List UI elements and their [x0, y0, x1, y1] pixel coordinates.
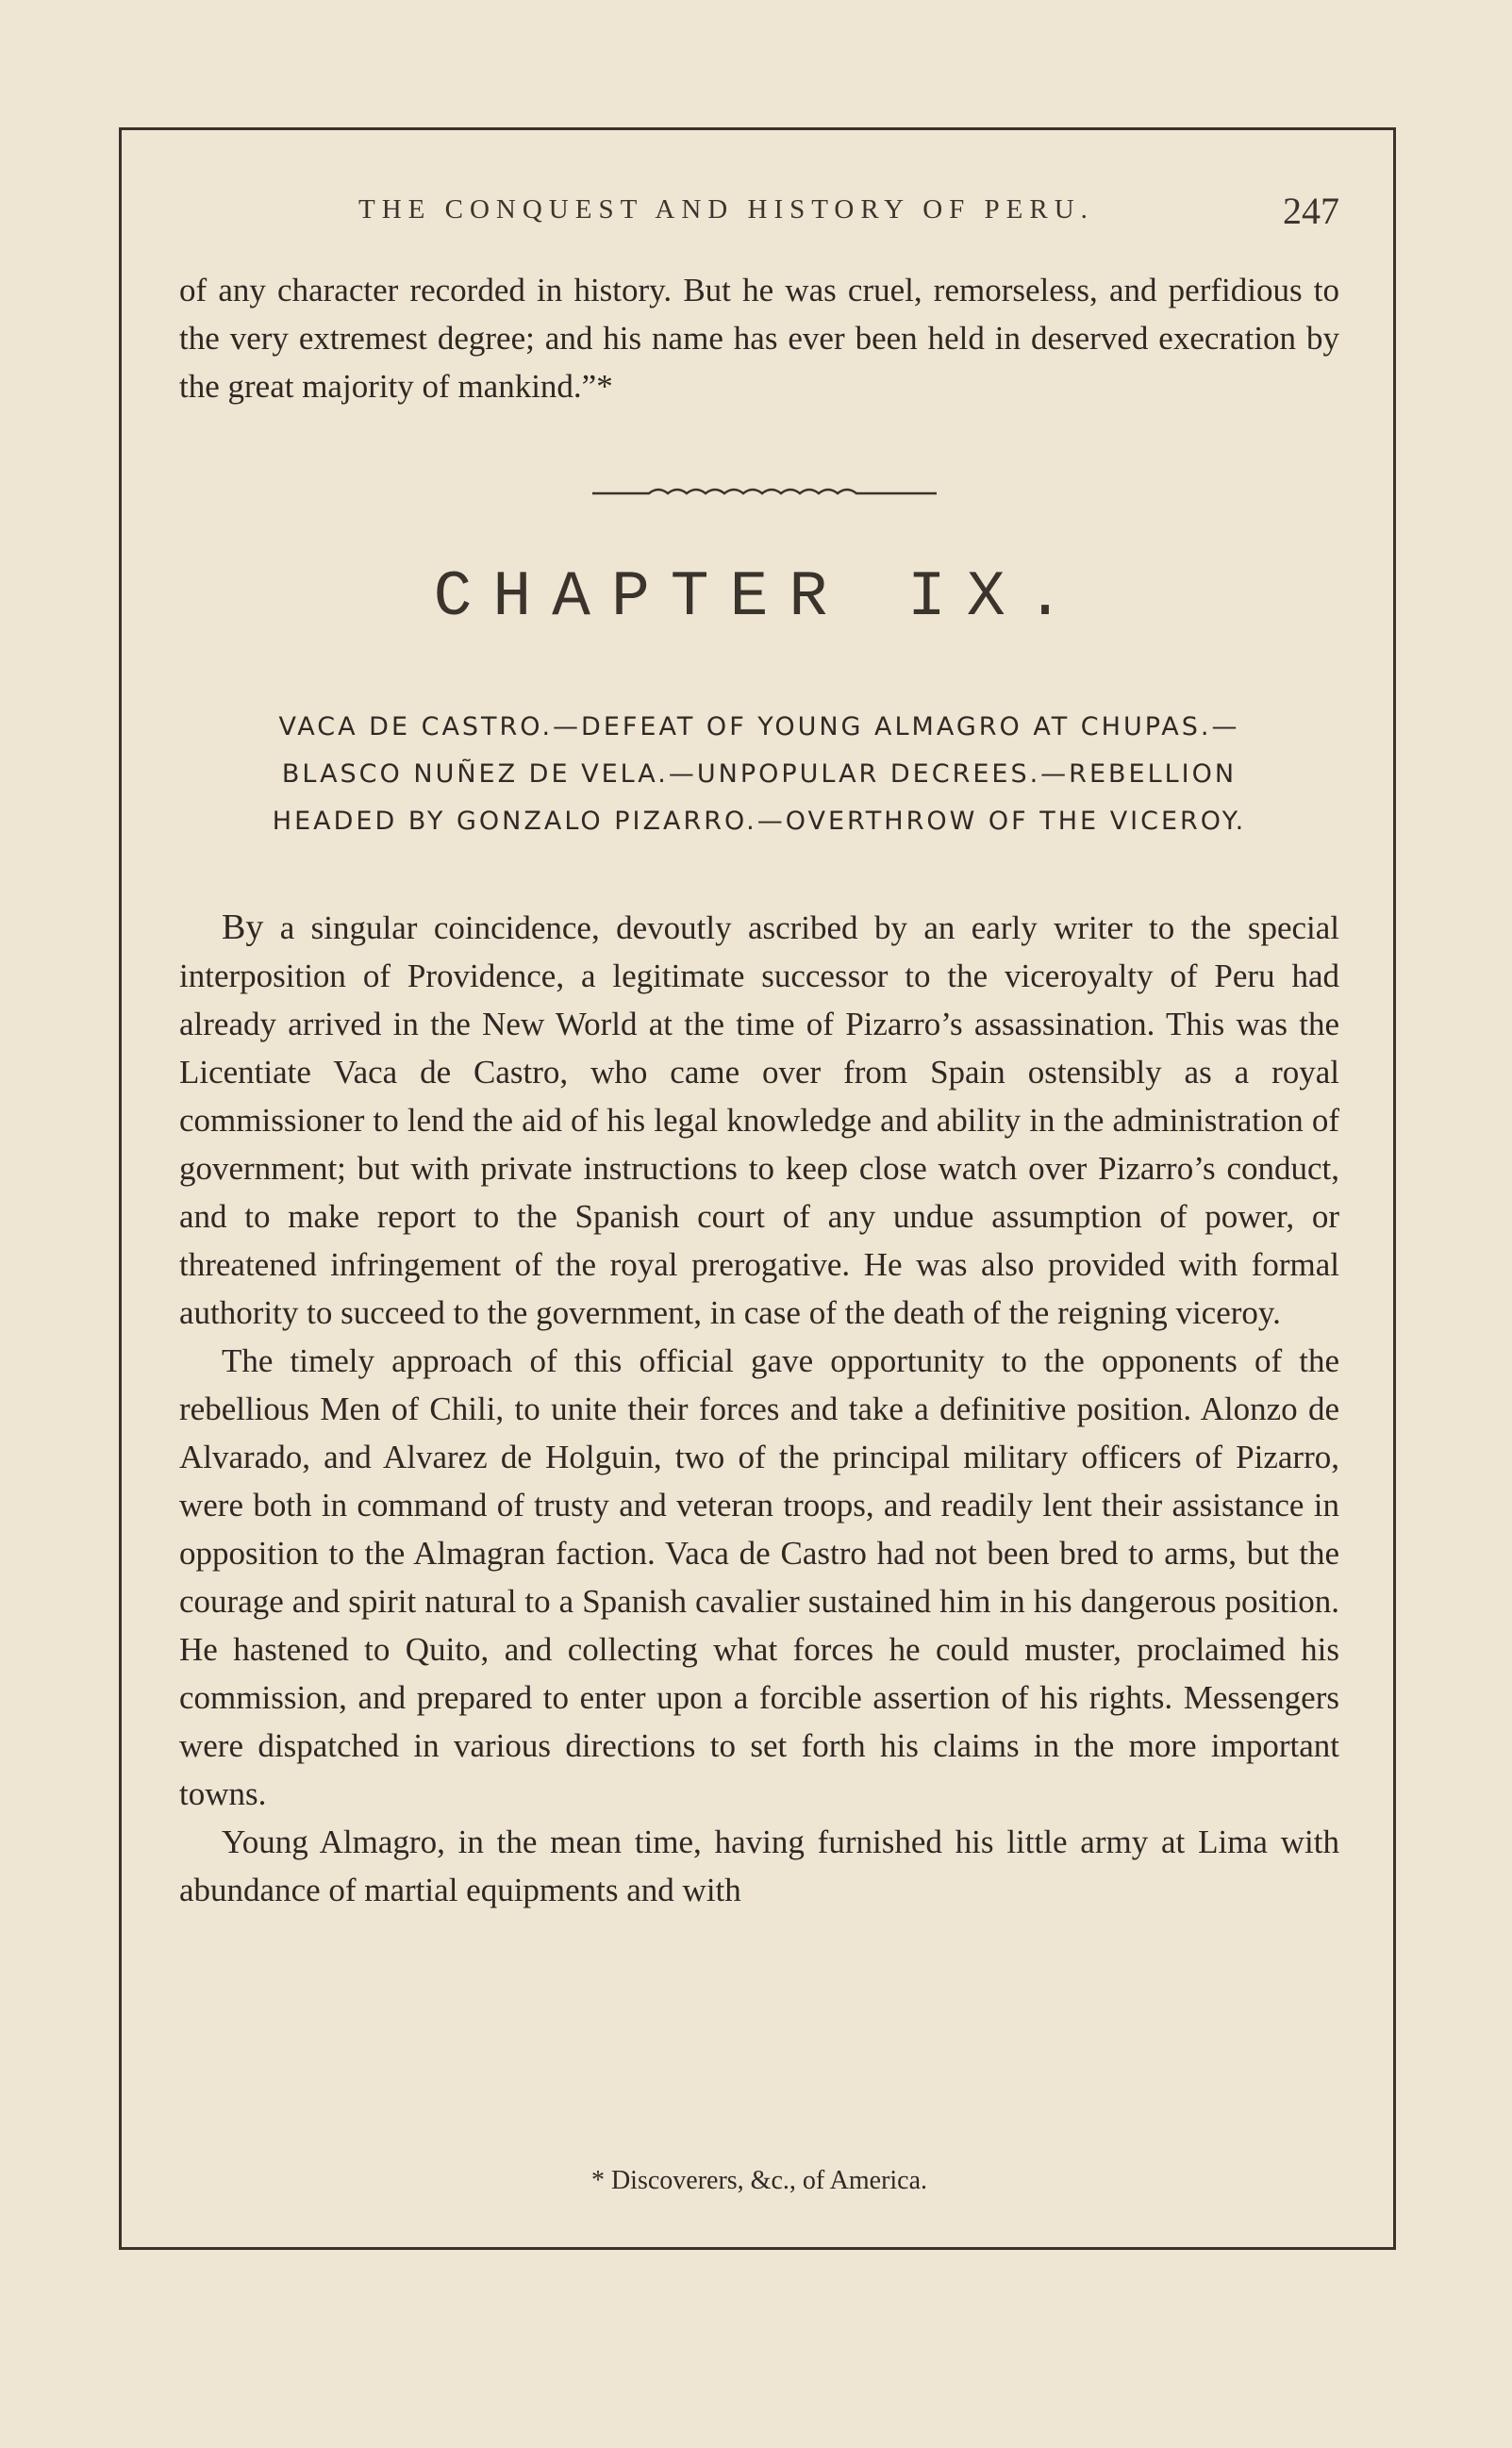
synopsis-line: BLASCO NUÑEZ DE VELA.—UNPOPULAR DECREES.—REBELLION	[281, 759, 1238, 789]
running-head	[179, 189, 1339, 245]
paragraph-initial: By	[222, 908, 264, 947]
page-number: 247	[1283, 190, 1339, 232]
body-paragraph-1	[179, 904, 1339, 1337]
chapter-title: CHAPTER IX.	[433, 561, 1086, 634]
footnote: * Discoverers, &c., of America.	[590, 2166, 928, 2195]
opening-paragraph: of any character recorded in history. But he was cruel, remorseless, and perfidious to the very extremest degree; and his name has ever been held in deserved execration by the great majority of mankind.”*	[179, 272, 1339, 405]
synopsis-line: HEADED BY GONZALO PIZARRO.—OVERTHROW OF THE VICEROY.	[272, 807, 1247, 836]
paragraph-text: a singular coincidence, devoutly ascribed by an early writer to the special interposition of Providence, a legitimate successor to the viceroyalty of Peru had already arrived in the New World at the time of Pizarro’s assassination. This was the Licentiate Vaca de Castro, who came over from Spain ostensibly as a royal commissioner to lend the aid of his legal knowledge and ability in the administration of government; but with private instructions to keep close watch over Pizarro’s conduct, and to make report to the Spanish court of any undue assumption of power, or threatened infringement of the royal prerogative. He was also provided with formal authority to succeed to the government, in case of the death of the reigning viceroy.	[179, 909, 1339, 1331]
chapter-body	[179, 904, 1339, 1914]
body-paragraph-2: The timely approach of this official gave opportunity to the opponents of the rebellious Men of Chili, to unite their forces and take a definitive position. Alonzo de Alvarado, and Alvarez de Holguin, two of the principal military officers of Pizarro, were both in command of trusty and veteran troops, and readily lent their assistance in opposition to the Almagran faction. Vaca de Castro had not been bred to arms, but the courage and spirit natural to a Spanish cavalier sustained him in his dangerous position. He hastened to Quito, and collecting what forces he could muster, proclaimed his commission, and prepared to enter upon a forcible assertion of his rights. Messengers were dispatched in various directions to set forth his claims in the more important towns.	[179, 1342, 1339, 1812]
opening-paragraph-block	[179, 266, 1339, 410]
wavy-divider-ornament	[592, 478, 937, 503]
chapter-synopsis	[179, 704, 1339, 845]
synopsis-line: VACA DE CASTRO.—DEFEAT OF YOUNG ALMAGRO AT CHUPAS.—	[278, 712, 1240, 741]
body-paragraph-3: Young Almagro, in the mean time, having furnished his little army at Lima with abundance of martial equipments and with	[179, 1824, 1339, 1908]
running-title: THE CONQUEST AND HISTORY OF PERU.	[358, 194, 1094, 225]
